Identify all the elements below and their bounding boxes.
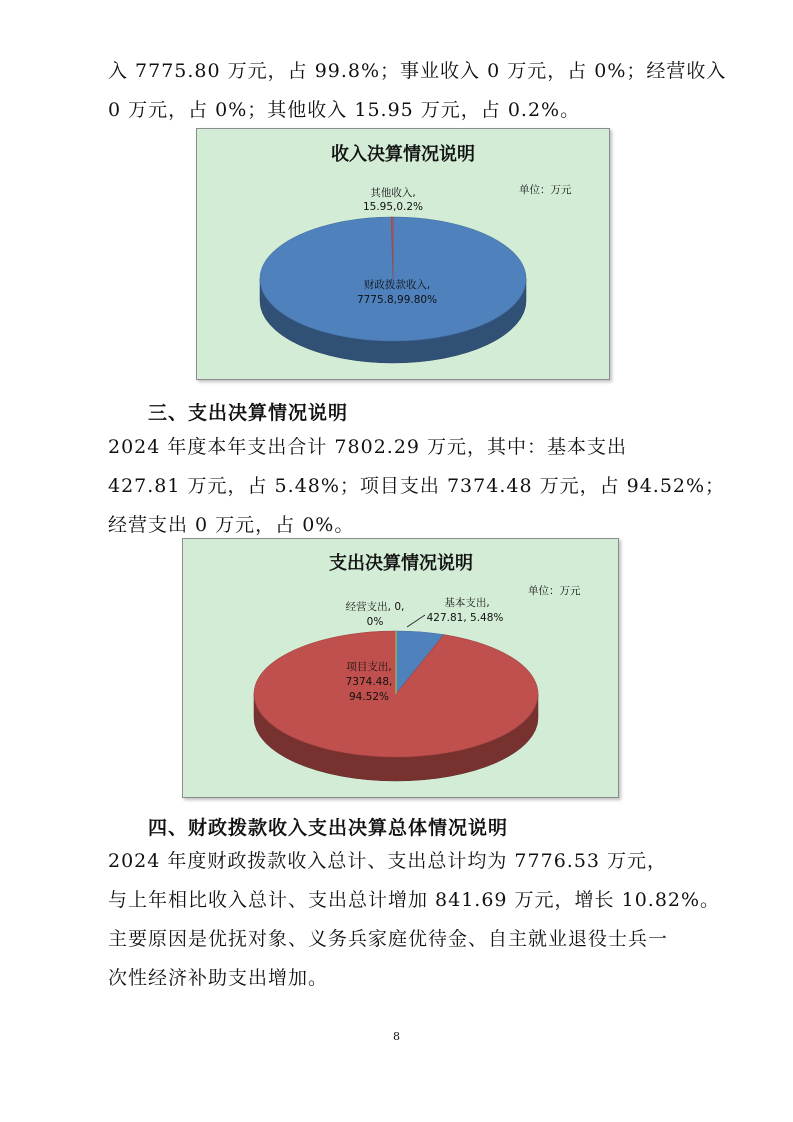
expense-label-project-name: 项目支出, <box>346 661 392 673</box>
expense-chart-svg <box>183 539 618 797</box>
section-3-line-1: 2024 年度本年支出合计 7802.29 万元，其中：基本支出 <box>108 436 628 458</box>
income-chart-title: 收入决算情况说明 <box>331 144 475 165</box>
income-label-other-value: 15.95,0.2% <box>362 201 424 213</box>
section-4-line-4: 次性经济补助支出增加。 <box>108 967 329 989</box>
page-number: 8 <box>393 1030 400 1043</box>
expense-leader-line <box>407 615 425 627</box>
income-label-fiscal-value: 7775.8,99.80% <box>356 294 438 306</box>
intro-line-1: 入 7775.80 万元，占 99.8%；事业收入 0 万元，占 0%；经营收入 <box>108 60 727 82</box>
section-3-line-3: 经营支出 0 万元，占 0%。 <box>108 514 355 536</box>
income-label-other-name: 其他收入, <box>370 187 416 199</box>
expense-chart-title: 支出决算情况说明 <box>329 553 473 574</box>
section-3-line-2: 427.81 万元，占 5.48%；项目支出 7374.48 万元，占 94.52%； <box>108 475 726 497</box>
income-label-fiscal-name: 财政拨款收入, <box>363 279 431 291</box>
section-4-line-3: 主要原因是优抚对象、义务兵家庭优待金、自主就业退役士兵一 <box>108 928 669 950</box>
intro-line-2: 0 万元，占 0%；其他收入 15.95 万元，占 0.2%。 <box>108 99 581 121</box>
income-chart-svg <box>197 129 609 379</box>
expense-chart-unit: 单位：万元 <box>528 585 581 597</box>
expense-label-business-value: 0% <box>366 616 384 628</box>
expense-label-basic-name: 基本支出, <box>444 597 490 609</box>
expense-label-business-name: 经营支出, 0, <box>345 601 405 613</box>
expense-label-project-value: 7374.48, <box>345 676 393 688</box>
income-chart <box>196 128 610 380</box>
section-4-line-1: 2024 年度财政拨款收入总计、支出总计均为 7776.53 万元， <box>108 850 668 872</box>
expense-pie <box>254 631 538 781</box>
income-chart-unit: 单位：万元 <box>519 184 572 196</box>
section-3-heading: 三、支出决算情况说明 <box>148 402 349 424</box>
expense-label-basic-value: 427.81, 5.48% <box>426 612 504 624</box>
section-4-line-2: 与上年相比收入总计、支出总计增加 841.69 万元，增长 10.82%。 <box>108 889 721 911</box>
expense-label-project-percent: 94.52% <box>348 691 390 703</box>
section-4-heading: 四、财政拨款收入支出决算总体情况说明 <box>148 817 509 839</box>
expense-chart <box>182 538 619 798</box>
